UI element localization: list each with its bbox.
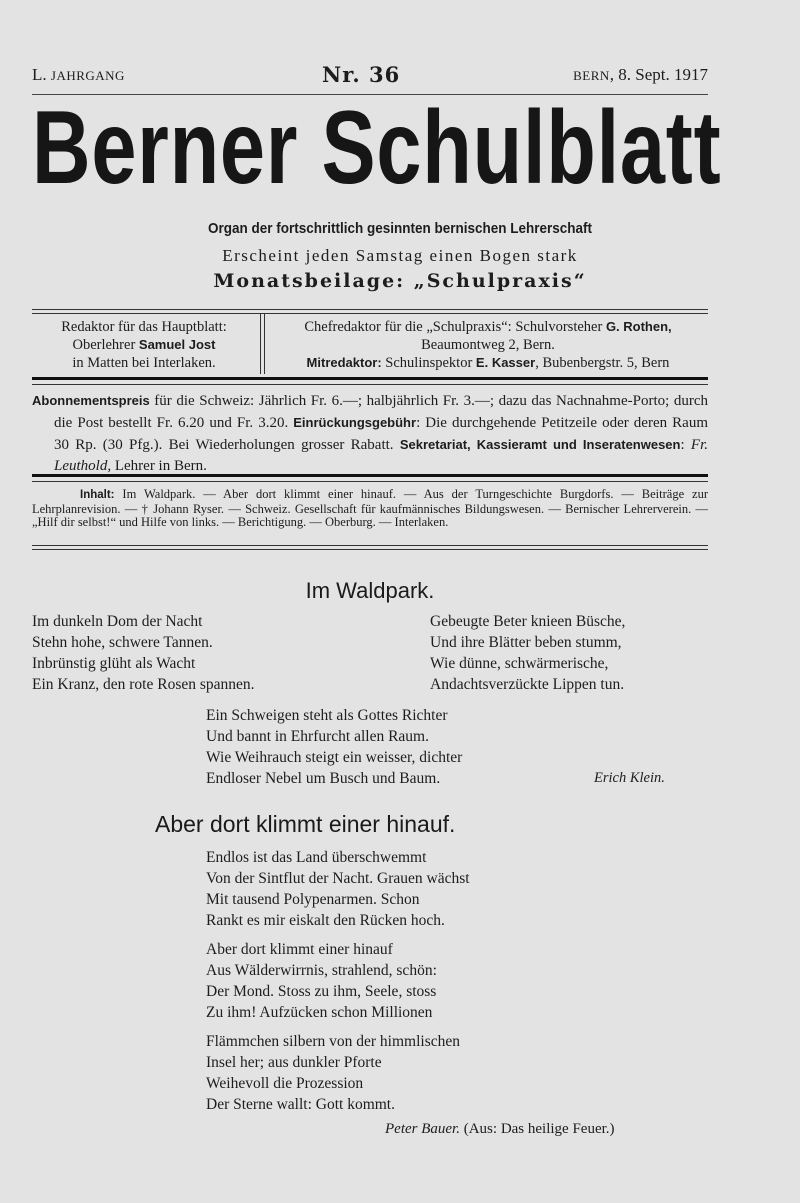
poem1-stanza1: Im dunkeln Dom der Nacht Stehn hohe, schwere Tannen. Inbrünstig glüht als Wacht Ein Kranz, den rote Rosen spannen. — [32, 613, 255, 693]
table-of-contents: Inhalt: Im Waldpark. — Aber dort klimmt einer hinauf. — Aus der Turngeschichte Burgdorfs. — Beiträge zur Lehrplanrevision. — † Johann Ryser. — Schweiz. Gesellschaft für kaufmännisches Bildungswesen. — Bernischer Lehrerverein. — „Hilf dir selbst!“ und Hilfe von links. — Berichtigung. — Oberburg. — Interlaken. — [32, 487, 708, 529]
place-date: BERN, 8. Sept. 1917 — [573, 65, 708, 84]
divider — [32, 545, 708, 550]
subtitle-organ: Organ der fortschrittlich gesinnten bernischen Lehrerschaft — [207, 220, 593, 237]
divider — [32, 474, 708, 482]
divider — [32, 377, 708, 385]
column-divider — [260, 314, 265, 374]
volume-label: L. JAHRGANG — [32, 65, 125, 84]
subtitle-supplement: Monatsbeilage: „Schulpraxis“ — [213, 270, 587, 292]
main-editor: Redaktor für das Hauptblatt: Oberlehrer Samuel Jost in Matten bei Interlaken. — [61, 319, 227, 371]
poem2-stanza1: Endlos ist das Land überschwemmt Von der Sintflut der Nacht. Grauen wächst Mit tausend Polypenarmen. Schon Rankt es mir eiskalt den Rücken hoch. — [206, 849, 470, 929]
subtitle-frequency: Erscheint jeden Samstag einen Bogen stark — [222, 246, 578, 265]
editors-block — [32, 318, 708, 374]
subscription-info: Abonnementspreis für die Schweiz: Jährlich Fr. 6.—; halbjährlich Fr. 3.—; dazu das Nachnahme-Porto; durch die Post bestellt Fr. 6.20 und Fr. 3.20. Einrückungsgebühr: Die durchgehende Petitzeile oder deren Raum 30 Rp. (30 Pfg.). Bei Wiederholungen grosser Rabatt. Sekretariat, Kassieramt und Inseratenwesen: Fr. Leuthold, Lehrer in Bern. — [32, 393, 709, 474]
masthead-top-line — [32, 63, 708, 87]
poem2-attribution: Peter Bauer. (Aus: Das heilige Feuer.) — [385, 1121, 615, 1137]
poem2-stanza3: Flämmchen silbern von der himmlischen Insel her; aus dunkler Pforte Weihevoll die Prozession Der Sterne wallt: Gott kommt. — [206, 1033, 460, 1113]
poem1-stanza2: Gebeugte Beter knieen Büsche, Und ihre Blätter beben stumm, Wie dünne, schwärmerische, Andachtsverzückte Lippen tun. — [430, 613, 626, 693]
issue-number: Nr. 36 — [322, 62, 401, 87]
supplement-editors: Chefredaktor für die „Schulpraxis“: Schulvorsteher G. Rothen, Beaumontweg 2, Bern. Mitredaktor: Schulinspektor E. Kasser, Bubenbergstr. 5, Bern — [304, 319, 672, 371]
poem2-stanza2: Aber dort klimmt einer hinauf Aus Wälderwirrnis, strahlend, schön: Der Mond. Stoss zu ihm, Seele, stoss Zu ihm! Aufzücken schon Millionen — [206, 941, 437, 1021]
poem-title-aber-dort: Aber dort klimmt einer hinauf. — [155, 811, 456, 837]
poem1-stanza3: Ein Schweigen steht als Gottes Richter Und bannt in Ehrfurcht allen Raum. Wie Weihrauch steigt ein weisser, dichter Endloser Nebel um Busch und Baum. — [206, 707, 463, 787]
poem-title-im-waldpark: Im Waldpark. — [305, 578, 435, 603]
newspaper-title: Berner Schulblatt — [32, 90, 722, 206]
poem1-author: Erich Klein. — [594, 770, 665, 786]
divider — [32, 309, 708, 314]
